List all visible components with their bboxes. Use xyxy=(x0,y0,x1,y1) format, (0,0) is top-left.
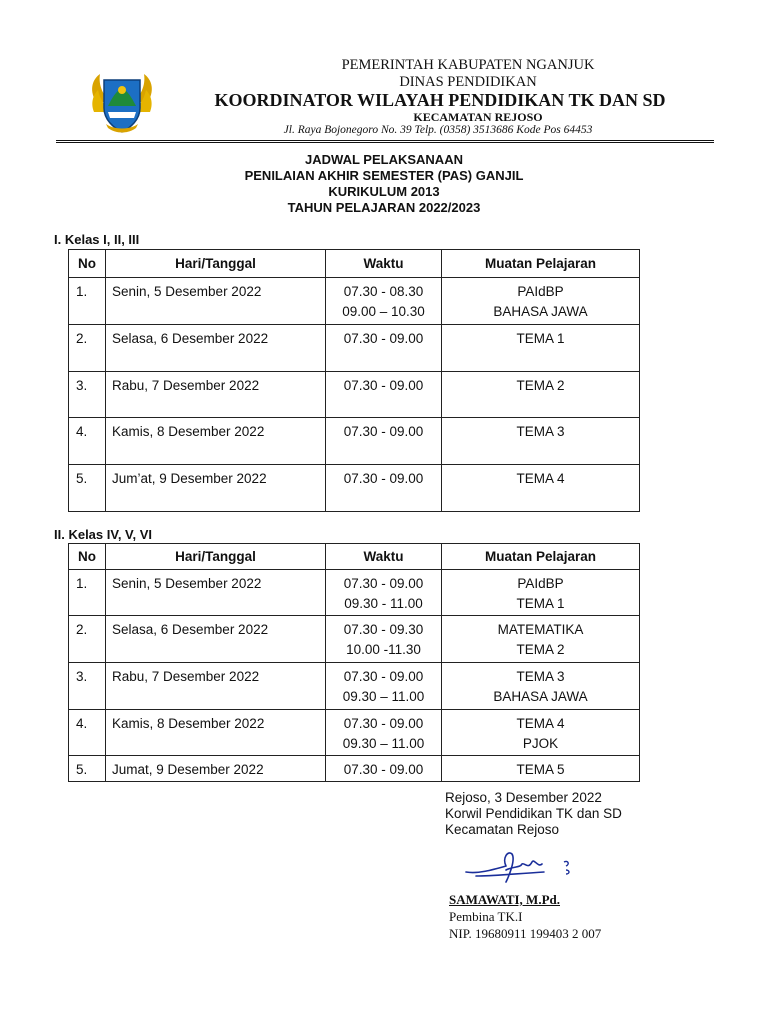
row-subject xyxy=(442,372,640,418)
table-row xyxy=(69,372,640,418)
row-number xyxy=(69,570,106,616)
table-row xyxy=(69,325,640,372)
row-date-text: Rabu, 7 Desember 2022 xyxy=(112,378,260,393)
row-time xyxy=(326,278,442,325)
header-divider xyxy=(56,140,714,141)
row-time-text: 07.30 - 09.00 xyxy=(343,331,424,346)
row-number-text: 5. xyxy=(76,762,88,777)
signatory-rank: Pembina TK.I xyxy=(449,909,523,924)
row-subject xyxy=(442,418,640,465)
section2-heading: II. Kelas IV, V, VI xyxy=(54,527,153,542)
row-time-text: 07.30 - 09.00 xyxy=(343,762,424,777)
header-government: PEMERINTAH KABUPATEN NGANJUK xyxy=(341,57,595,73)
row-subject xyxy=(442,570,640,616)
signatory-nip: NIP. 19680911 199403 2 007 xyxy=(449,926,602,941)
row-time-text: 07.30 - 09.00 xyxy=(343,378,424,393)
row-time-text: 07.30 - 09.00 xyxy=(343,471,424,486)
row-time-text: 09.00 – 10.30 xyxy=(342,304,425,319)
row-subject xyxy=(442,278,640,325)
col-header-subject: Muatan Pelajaran xyxy=(442,250,640,278)
row-number xyxy=(69,418,106,465)
row-subject-text: BAHASA JAWA xyxy=(493,304,588,319)
row-subject-text: PJOK xyxy=(522,736,559,751)
row-time xyxy=(326,325,442,372)
row-time xyxy=(326,710,442,756)
row-time-text: 07.30 - 09.00 xyxy=(343,716,424,731)
row-date-text: Rabu, 7 Desember 2022 xyxy=(112,669,260,684)
row-date xyxy=(106,570,326,616)
row-number xyxy=(69,278,106,325)
row-number-text: 3. xyxy=(76,669,88,684)
table-row xyxy=(69,278,640,325)
row-subject xyxy=(442,616,640,663)
row-subject xyxy=(442,710,640,756)
row-date-text: Jumat, 9 Desember 2022 xyxy=(112,762,264,777)
table-row xyxy=(69,616,640,663)
row-time xyxy=(326,418,442,465)
row-time xyxy=(326,570,442,616)
table-row xyxy=(69,756,640,782)
row-number-text: 5. xyxy=(76,471,88,486)
row-date-text: Jum’at, 9 Desember 2022 xyxy=(112,471,267,486)
row-time-text: 07.30 - 09.30 xyxy=(343,622,424,637)
row-date-text: Selasa, 6 Desember 2022 xyxy=(112,622,269,637)
row-subject-text: TEMA 2 xyxy=(516,642,565,657)
row-number-text: 2. xyxy=(76,622,88,637)
row-date xyxy=(106,616,326,663)
row-time-text: 07.30 - 08.30 xyxy=(343,284,424,299)
col-header-time: Waktu xyxy=(326,544,442,570)
row-subject xyxy=(442,325,640,372)
col-header-subject: Muatan Pelajaran xyxy=(442,544,640,570)
row-date-text: Senin, 5 Desember 2022 xyxy=(112,284,262,299)
handwritten-signature-image xyxy=(462,848,582,888)
row-subject-text: TEMA 3 xyxy=(516,424,565,439)
signature-office: Kecamatan Rejoso xyxy=(445,822,560,837)
doc-title-line1: JADWAL PELAKSANAAN xyxy=(305,152,463,167)
row-date xyxy=(106,663,326,710)
signature-position: Korwil Pendidikan TK dan SD xyxy=(445,806,622,821)
row-number xyxy=(69,325,106,372)
row-time xyxy=(326,756,442,782)
table-row xyxy=(69,465,640,512)
row-subject-text: TEMA 2 xyxy=(516,378,565,393)
row-subject-text: TEMA 5 xyxy=(516,762,565,777)
row-time-text: 10.00 -11.30 xyxy=(346,642,421,657)
row-number xyxy=(69,372,106,418)
row-time xyxy=(326,616,442,663)
row-number xyxy=(69,616,106,663)
table-row xyxy=(69,418,640,465)
col-header-date: Hari/Tanggal xyxy=(106,250,326,278)
row-date-text: Selasa, 6 Desember 2022 xyxy=(112,331,269,346)
signatory-name: SAMAWATI, M.Pd. xyxy=(449,892,560,907)
row-subject-text: TEMA 4 xyxy=(516,716,565,731)
doc-title-line2: PENILAIAN AKHIR SEMESTER (PAS) GANJIL xyxy=(244,168,524,183)
table-row xyxy=(69,663,640,710)
row-time-text: 07.30 - 09.00 xyxy=(343,424,424,439)
row-subject-text: TEMA 3 xyxy=(516,669,565,684)
row-subject xyxy=(442,465,640,512)
row-number xyxy=(69,465,106,512)
row-number xyxy=(69,756,106,782)
schedule-table-section2 xyxy=(68,543,640,782)
row-subject-text: TEMA 1 xyxy=(516,596,565,611)
row-time-text: 07.30 - 09.00 xyxy=(343,669,424,684)
header-district: KECAMATAN REJOSO xyxy=(413,110,543,124)
row-date xyxy=(106,756,326,782)
row-number-text: 4. xyxy=(76,716,88,731)
row-subject-text: TEMA 4 xyxy=(516,471,565,486)
header-address: Jl. Raya Bojonegoro No. 39 Telp. (0358) 3513686 Kode Pos 64453 xyxy=(283,124,593,136)
row-time xyxy=(326,663,442,710)
row-number-text: 2. xyxy=(76,331,88,346)
row-date xyxy=(106,465,326,512)
row-date-text: Kamis, 8 Desember 2022 xyxy=(112,424,265,439)
row-subject-text: TEMA 1 xyxy=(516,331,565,346)
col-header-date: Hari/Tanggal xyxy=(106,544,326,570)
row-number-text: 1. xyxy=(76,284,88,299)
header-office: KOORDINATOR WILAYAH PENDIDIKAN TK DAN SD xyxy=(214,90,666,110)
row-date xyxy=(106,710,326,756)
row-number-text: 3. xyxy=(76,378,88,393)
row-number xyxy=(69,710,106,756)
row-number-text: 1. xyxy=(76,576,88,591)
row-subject xyxy=(442,663,640,710)
doc-title-line4: TAHUN PELAJARAN 2022/2023 xyxy=(287,200,481,215)
table-row xyxy=(69,710,640,756)
row-subject-text: MATEMATIKA xyxy=(497,622,584,637)
signature-place-date: Rejoso, 3 Desember 2022 xyxy=(445,790,602,805)
col-header-time: Waktu xyxy=(326,250,442,278)
row-date xyxy=(106,418,326,465)
row-date-text: Kamis, 8 Desember 2022 xyxy=(112,716,265,731)
header-divider-secondary xyxy=(56,142,714,143)
row-subject-text: PAIdBP xyxy=(517,284,564,299)
table-row xyxy=(69,570,640,616)
row-date xyxy=(106,325,326,372)
row-subject xyxy=(442,756,640,782)
row-time-text: 09.30 – 11.00 xyxy=(342,689,425,704)
col-header-no: No xyxy=(69,250,106,278)
row-date-text: Senin, 5 Desember 2022 xyxy=(112,576,262,591)
col-header-no: No xyxy=(69,544,106,570)
row-subject-text: PAIdBP xyxy=(517,576,564,591)
row-time-text: 09.30 - 11.00 xyxy=(344,596,423,611)
header-department: DINAS PENDIDIKAN xyxy=(399,74,537,90)
row-date xyxy=(106,278,326,325)
section1-heading: I. Kelas I, II, III xyxy=(54,232,140,247)
row-time xyxy=(326,465,442,512)
row-time xyxy=(326,372,442,418)
row-number-text: 4. xyxy=(76,424,88,439)
doc-title-line3: KURIKULUM 2013 xyxy=(328,184,440,199)
row-date xyxy=(106,372,326,418)
row-number xyxy=(69,663,106,710)
row-time-text: 07.30 - 09.00 xyxy=(343,576,424,591)
row-subject-text: BAHASA JAWA xyxy=(493,689,588,704)
row-time-text: 09.30 – 11.00 xyxy=(342,736,425,751)
schedule-table-section1 xyxy=(68,249,640,512)
